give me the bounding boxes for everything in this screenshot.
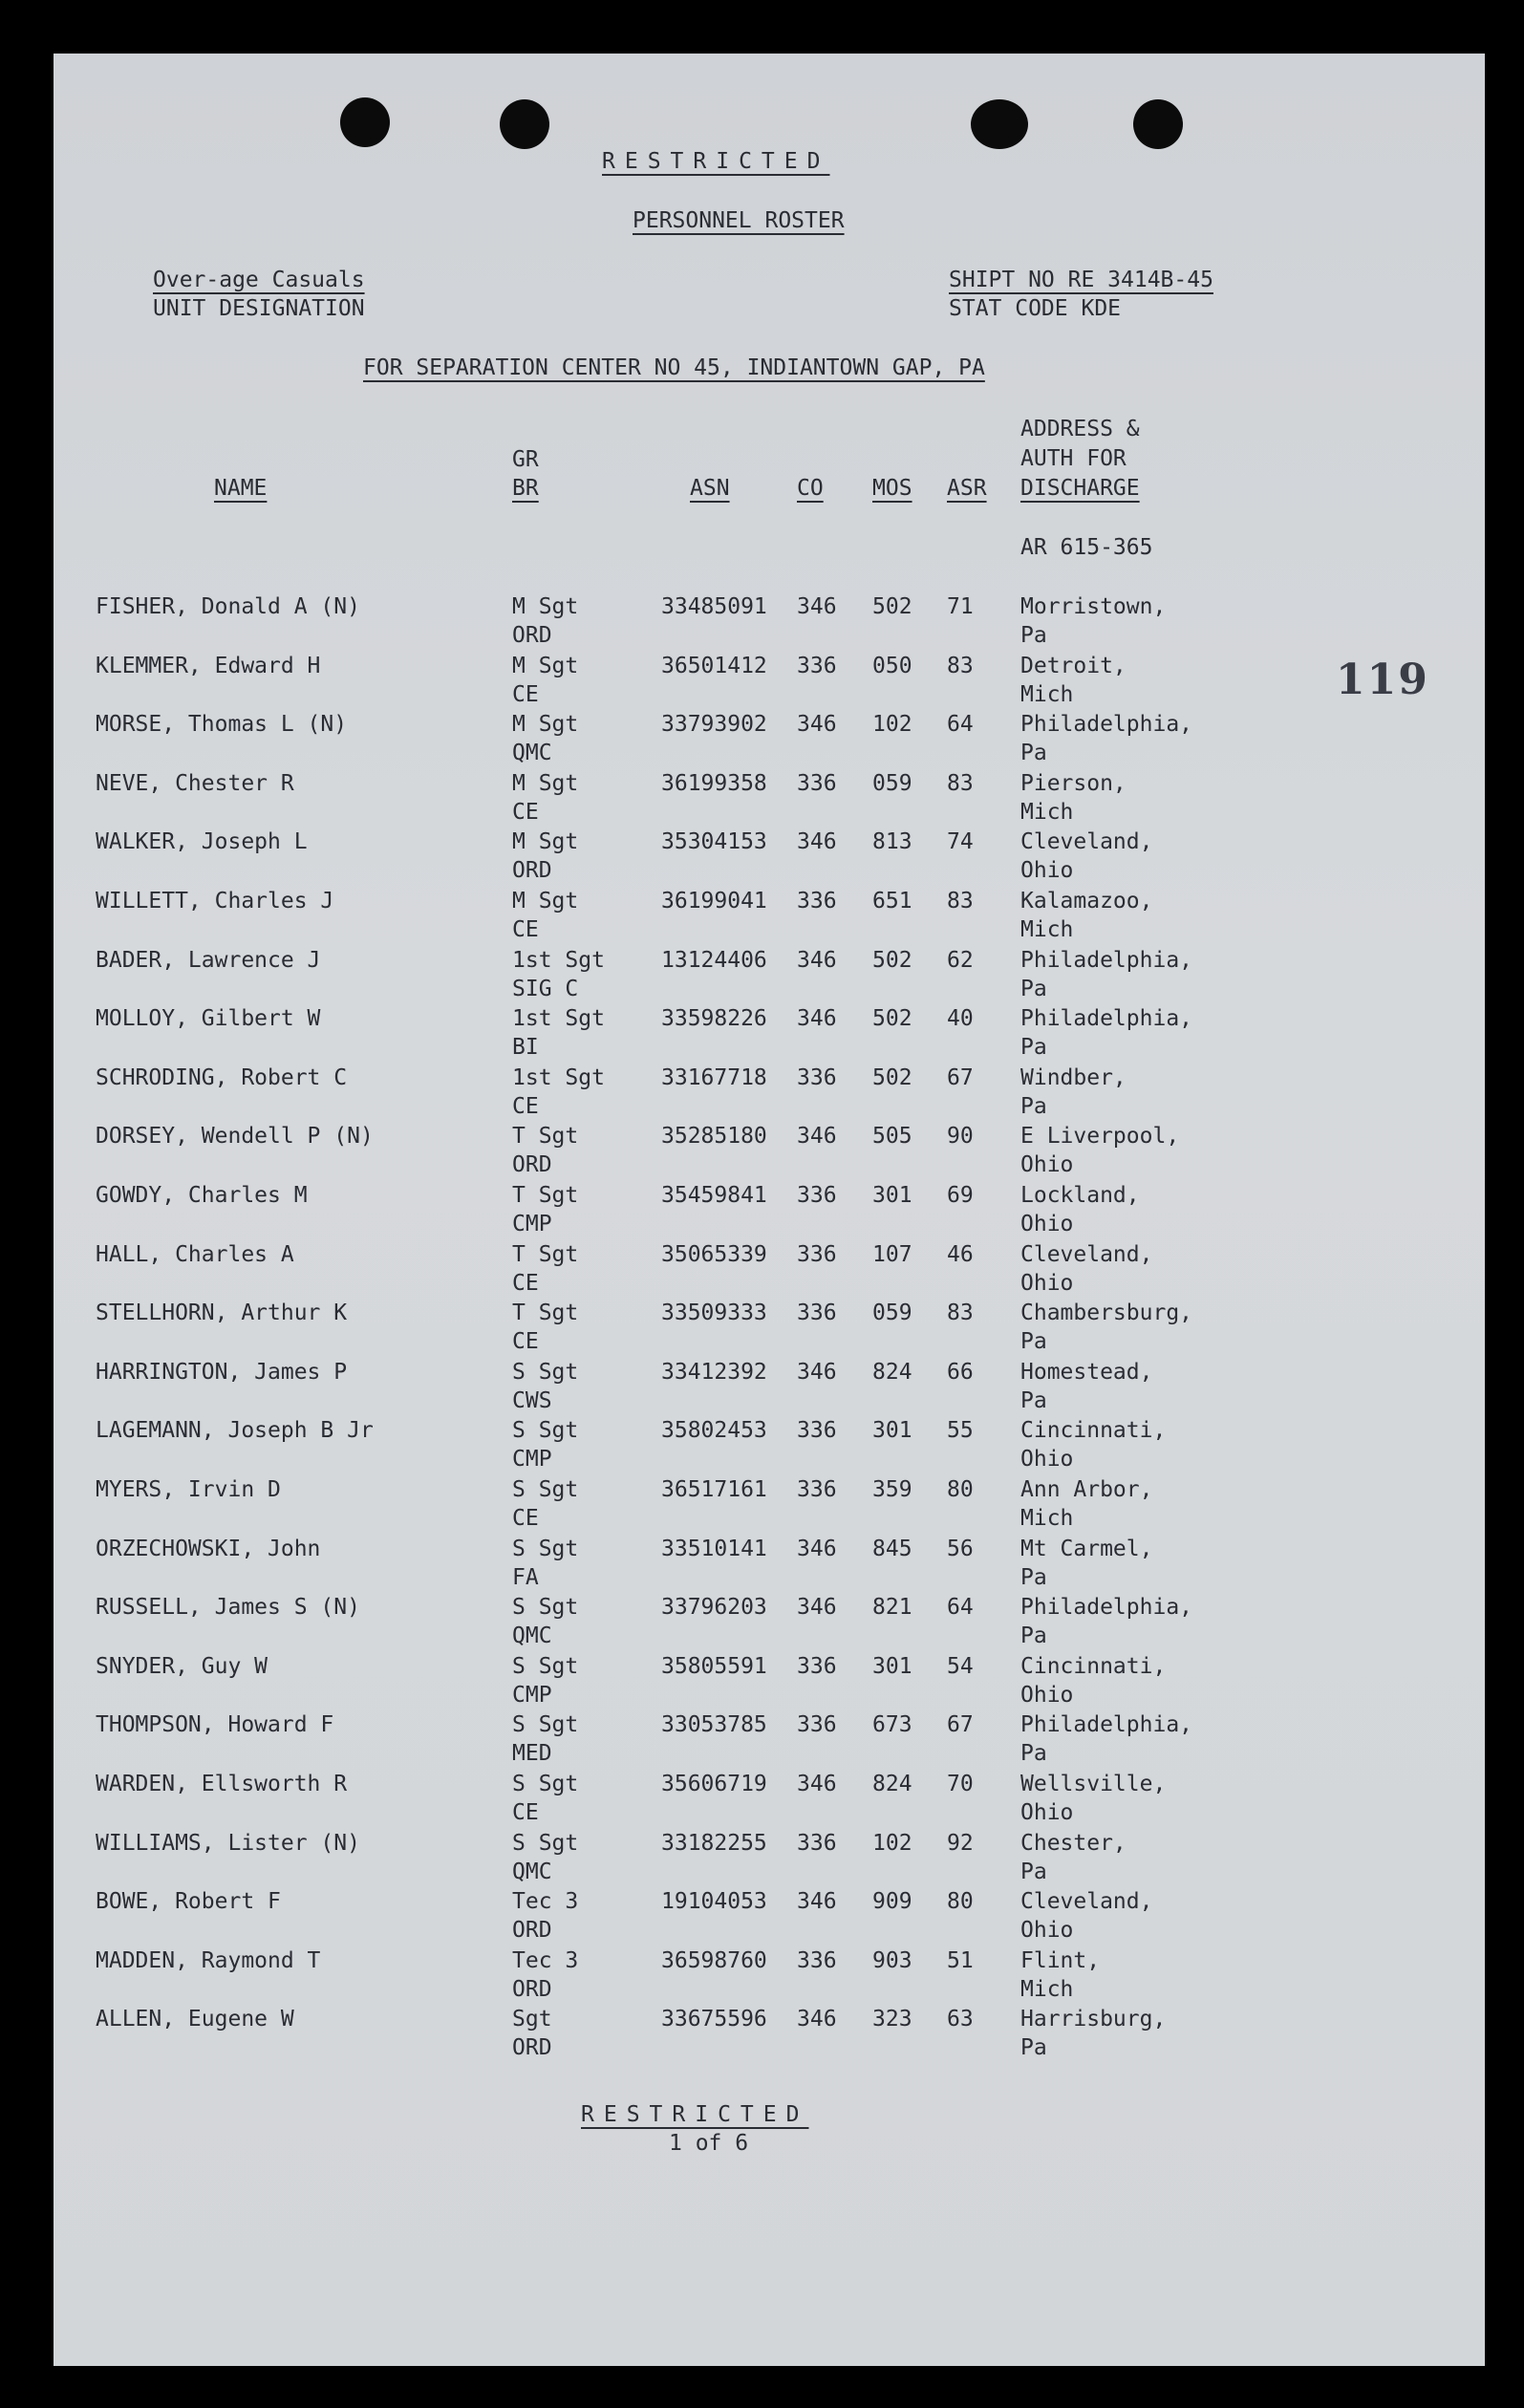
row-asr: 74 xyxy=(947,829,974,855)
row-name: GOWDY, Charles M xyxy=(96,1183,308,1208)
table-row xyxy=(54,1652,1485,1711)
row-city: Cincinnati, xyxy=(1020,1653,1167,1679)
row-grade: S Sgt xyxy=(512,1536,579,1561)
punch-hole xyxy=(340,97,390,147)
row-city: Cleveland, xyxy=(1020,829,1153,855)
row-asn: 35459841 xyxy=(661,1183,767,1208)
row-asn: 35802453 xyxy=(661,1418,767,1444)
row-asr: 55 xyxy=(947,1418,974,1444)
row-asr: 64 xyxy=(947,712,974,738)
row-mos: 301 xyxy=(872,1183,912,1208)
table-row xyxy=(54,1593,1485,1652)
row-grade: M Sgt xyxy=(512,594,579,619)
row-co: 346 xyxy=(797,1889,837,1915)
row-mos: 651 xyxy=(872,889,912,914)
row-state: Pa xyxy=(1020,1623,1047,1649)
row-mos: 359 xyxy=(872,1477,912,1502)
row-co: 336 xyxy=(797,1477,837,1502)
row-co: 336 xyxy=(797,1418,837,1444)
row-asr: 40 xyxy=(947,1006,974,1032)
row-state: Ohio xyxy=(1020,1447,1074,1473)
row-state: Pa xyxy=(1020,976,1047,1001)
row-grade: Sgt xyxy=(512,2007,552,2032)
row-branch: CE xyxy=(512,1506,539,1531)
row-state: Ohio xyxy=(1020,1918,1074,1944)
row-mos: 903 xyxy=(872,1947,912,1973)
row-name: WILLETT, Charles J xyxy=(96,889,334,914)
row-mos: 059 xyxy=(872,770,912,796)
row-branch: ORD xyxy=(512,2035,552,2061)
row-co: 346 xyxy=(797,712,837,738)
row-asr: 62 xyxy=(947,947,974,973)
row-co: 346 xyxy=(797,1124,837,1150)
row-asn: 36199041 xyxy=(661,889,767,914)
row-city: Homestead, xyxy=(1020,1359,1153,1385)
row-co: 336 xyxy=(797,770,837,796)
row-asn: 33796203 xyxy=(661,1595,767,1621)
row-asr: 51 xyxy=(947,1947,974,1973)
row-mos: 502 xyxy=(872,947,912,973)
row-state: Pa xyxy=(1020,1564,1047,1590)
row-city: Windber, xyxy=(1020,1064,1127,1090)
col-name: NAME xyxy=(214,476,268,501)
row-grade: 1st Sgt xyxy=(512,1064,605,1090)
row-branch: CE xyxy=(512,1093,539,1119)
row-asn: 33509333 xyxy=(661,1301,767,1326)
row-name: MYERS, Irvin D xyxy=(96,1477,281,1502)
unit-name: Over-age Casuals xyxy=(153,268,365,292)
row-grade: M Sgt xyxy=(512,653,579,678)
row-grade: T Sgt xyxy=(512,1301,579,1326)
row-co: 336 xyxy=(797,1064,837,1090)
row-city: Detroit, xyxy=(1020,653,1127,678)
row-branch: CE xyxy=(512,799,539,825)
col-asn: ASN xyxy=(690,476,730,501)
row-co: 346 xyxy=(797,1595,837,1621)
row-mos: 909 xyxy=(872,1889,912,1915)
row-co: 346 xyxy=(797,594,837,619)
row-mos: 813 xyxy=(872,829,912,855)
row-city: Wellsville, xyxy=(1020,1772,1167,1796)
row-branch: CMP xyxy=(512,1682,552,1708)
row-asn: 36501412 xyxy=(661,653,767,678)
row-mos: 102 xyxy=(872,1830,912,1856)
row-branch: CE xyxy=(512,1329,539,1355)
row-mos: 502 xyxy=(872,1064,912,1090)
row-name: SNYDER, Guy W xyxy=(96,1653,268,1679)
row-city: E Liverpool, xyxy=(1020,1124,1180,1150)
authority: AR 615-365 xyxy=(1020,535,1153,560)
row-state: Ohio xyxy=(1020,1800,1074,1825)
table-row xyxy=(54,946,1485,1005)
row-mos: 821 xyxy=(872,1595,912,1621)
row-branch: QMC xyxy=(512,741,552,766)
row-mos: 323 xyxy=(872,2007,912,2032)
row-city: Philadelphia, xyxy=(1020,1595,1193,1621)
col-co: CO xyxy=(797,476,824,501)
row-asn: 35285180 xyxy=(661,1124,767,1150)
row-asr: 70 xyxy=(947,1772,974,1796)
table-row xyxy=(54,769,1485,828)
row-city: Chambersburg, xyxy=(1020,1301,1193,1326)
row-co: 346 xyxy=(797,829,837,855)
row-asn: 36199358 xyxy=(661,770,767,796)
row-name: NEVE, Chester R xyxy=(96,770,294,796)
row-name: SCHRODING, Robert C xyxy=(96,1064,348,1090)
row-branch: CE xyxy=(512,681,539,707)
row-state: Mich xyxy=(1020,1506,1074,1531)
table-row xyxy=(54,1004,1485,1064)
row-grade: S Sgt xyxy=(512,1712,579,1738)
row-mos: 050 xyxy=(872,653,912,678)
row-name: FISHER, Donald A (N) xyxy=(96,594,360,619)
row-asn: 33485091 xyxy=(661,594,767,619)
row-co: 336 xyxy=(797,889,837,914)
table-row xyxy=(54,1064,1485,1123)
row-name: MADDEN, Raymond T xyxy=(96,1947,321,1973)
row-grade: S Sgt xyxy=(512,1772,579,1796)
separation-center: FOR SEPARATION CENTER NO 45, INDIANTOWN GAP, PA xyxy=(363,355,985,380)
row-co: 346 xyxy=(797,1536,837,1561)
row-co: 346 xyxy=(797,1359,837,1385)
table-row xyxy=(54,1299,1485,1358)
row-branch: FA xyxy=(512,1564,539,1590)
row-co: 336 xyxy=(797,1301,837,1326)
row-grade: 1st Sgt xyxy=(512,1006,605,1032)
row-asr: 83 xyxy=(947,889,974,914)
row-co: 346 xyxy=(797,1772,837,1796)
row-asn: 33167718 xyxy=(661,1064,767,1090)
col-address-1: ADDRESS & xyxy=(1020,417,1140,441)
row-mos: 502 xyxy=(872,594,912,619)
row-asr: 80 xyxy=(947,1889,974,1915)
row-grade: M Sgt xyxy=(512,889,579,914)
row-name: STELLHORN, Arthur K xyxy=(96,1301,348,1326)
row-city: Philadelphia, xyxy=(1020,1712,1193,1738)
row-co: 346 xyxy=(797,1006,837,1032)
row-asr: 83 xyxy=(947,770,974,796)
table-row xyxy=(54,592,1485,652)
row-branch: CE xyxy=(512,917,539,942)
row-name: ORZECHOWSKI, John xyxy=(96,1536,321,1561)
row-co: 336 xyxy=(797,1183,837,1208)
table-row xyxy=(54,1770,1485,1829)
row-asn: 35805591 xyxy=(661,1653,767,1679)
row-grade: S Sgt xyxy=(512,1418,579,1444)
table-row xyxy=(54,887,1485,946)
row-asn: 33510141 xyxy=(661,1536,767,1561)
table-row xyxy=(54,1887,1485,1946)
row-name: HALL, Charles A xyxy=(96,1241,294,1267)
row-mos: 059 xyxy=(872,1301,912,1326)
row-state: Mich xyxy=(1020,799,1074,825)
row-city: Philadelphia, xyxy=(1020,947,1193,973)
row-city: Morristown, xyxy=(1020,594,1167,619)
row-mos: 824 xyxy=(872,1359,912,1385)
row-grade: M Sgt xyxy=(512,770,579,796)
row-asr: 56 xyxy=(947,1536,974,1561)
shipment-number: SHIPT NO RE 3414B-45 xyxy=(949,268,1213,292)
row-asn: 33053785 xyxy=(661,1712,767,1738)
row-branch: ORD xyxy=(512,1976,552,2002)
row-name: BADER, Lawrence J xyxy=(96,947,321,973)
row-asr: 46 xyxy=(947,1241,974,1267)
col-branch: BR xyxy=(512,476,539,501)
row-asr: 54 xyxy=(947,1653,974,1679)
row-grade: T Sgt xyxy=(512,1183,579,1208)
row-asn: 35065339 xyxy=(661,1241,767,1267)
row-name: DORSEY, Wendell P (N) xyxy=(96,1124,374,1150)
row-asr: 66 xyxy=(947,1359,974,1385)
col-grade: GR xyxy=(512,447,539,472)
row-mos: 824 xyxy=(872,1772,912,1796)
row-state: Mich xyxy=(1020,917,1074,942)
row-name: BOWE, Robert F xyxy=(96,1889,281,1915)
row-grade: S Sgt xyxy=(512,1653,579,1679)
row-branch: CWS xyxy=(512,1387,552,1413)
row-name: RUSSELL, James S (N) xyxy=(96,1595,360,1621)
row-asr: 64 xyxy=(947,1595,974,1621)
col-address-3: DISCHARGE xyxy=(1020,476,1140,501)
row-state: Pa xyxy=(1020,1741,1047,1767)
row-co: 336 xyxy=(797,1653,837,1679)
table-row xyxy=(54,828,1485,887)
row-city: Cincinnati, xyxy=(1020,1418,1167,1444)
row-branch: ORD xyxy=(512,1152,552,1178)
document-page xyxy=(54,54,1485,2366)
row-grade: M Sgt xyxy=(512,712,579,738)
row-city: Cleveland, xyxy=(1020,1889,1153,1915)
punch-hole xyxy=(500,99,549,149)
row-name: THOMPSON, Howard F xyxy=(96,1712,334,1738)
table-row xyxy=(54,1181,1485,1240)
row-asn: 33412392 xyxy=(661,1359,767,1385)
row-asr: 80 xyxy=(947,1477,974,1502)
row-name: HARRINGTON, James P xyxy=(96,1359,348,1385)
unit-designation-label: UNIT DESIGNATION xyxy=(153,296,365,321)
row-city: Philadelphia, xyxy=(1020,1006,1193,1032)
row-name: WALKER, Joseph L xyxy=(96,829,308,855)
table-row xyxy=(54,1358,1485,1417)
row-grade: Tec 3 xyxy=(512,1947,579,1973)
row-mos: 301 xyxy=(872,1653,912,1679)
restricted-header: RESTRICTED xyxy=(602,149,830,174)
punch-hole xyxy=(1133,99,1183,149)
row-mos: 673 xyxy=(872,1712,912,1738)
row-mos: 845 xyxy=(872,1536,912,1561)
row-city: Philadelphia, xyxy=(1020,712,1193,738)
row-branch: CMP xyxy=(512,1447,552,1473)
row-branch: CMP xyxy=(512,1212,552,1236)
table-row xyxy=(54,1475,1485,1535)
row-mos: 505 xyxy=(872,1124,912,1150)
row-state: Ohio xyxy=(1020,858,1074,884)
row-state: Pa xyxy=(1020,623,1047,648)
table-row xyxy=(54,1710,1485,1770)
row-state: Pa xyxy=(1020,741,1047,766)
row-grade: T Sgt xyxy=(512,1241,579,1267)
row-state: Pa xyxy=(1020,2035,1047,2061)
table-row xyxy=(54,1535,1485,1594)
col-asr: ASR xyxy=(947,476,987,501)
row-asn: 35606719 xyxy=(661,1772,767,1796)
row-state: Mich xyxy=(1020,681,1074,707)
row-asn: 35304153 xyxy=(661,829,767,855)
row-grade: S Sgt xyxy=(512,1830,579,1856)
row-state: Pa xyxy=(1020,1035,1047,1061)
row-city: Harrisburg, xyxy=(1020,2007,1167,2032)
row-asr: 90 xyxy=(947,1124,974,1150)
row-asr: 69 xyxy=(947,1183,974,1208)
row-grade: 1st Sgt xyxy=(512,947,605,973)
row-asn: 33598226 xyxy=(661,1006,767,1032)
row-asr: 83 xyxy=(947,653,974,678)
row-branch: CE xyxy=(512,1270,539,1296)
table-row xyxy=(54,1829,1485,1888)
row-name: WILLIAMS, Lister (N) xyxy=(96,1830,360,1856)
row-branch: BI xyxy=(512,1035,539,1061)
row-asr: 67 xyxy=(947,1712,974,1738)
row-state: Pa xyxy=(1020,1387,1047,1413)
row-asn: 13124406 xyxy=(661,947,767,973)
restricted-footer: RESTRICTED xyxy=(581,2102,809,2127)
row-state: Mich xyxy=(1020,1976,1074,2002)
row-branch: QMC xyxy=(512,1623,552,1649)
row-co: 336 xyxy=(797,653,837,678)
roster-title: PERSONNEL ROSTER xyxy=(633,208,845,233)
row-city: Ann Arbor, xyxy=(1020,1477,1153,1502)
row-name: MOLLOY, Gilbert W xyxy=(96,1006,321,1032)
row-co: 346 xyxy=(797,2007,837,2032)
row-grade: Tec 3 xyxy=(512,1889,579,1915)
table-row xyxy=(54,710,1485,769)
row-state: Pa xyxy=(1020,1093,1047,1119)
row-asr: 83 xyxy=(947,1301,974,1326)
row-state: Ohio xyxy=(1020,1682,1074,1708)
row-city: Flint, xyxy=(1020,1947,1101,1973)
page-number-stamp: 119 xyxy=(1336,656,1429,704)
row-grade: T Sgt xyxy=(512,1124,579,1150)
row-branch: MED xyxy=(512,1741,552,1767)
row-branch: CE xyxy=(512,1800,539,1825)
row-name: WARDEN, Ellsworth R xyxy=(96,1772,348,1796)
row-branch: QMC xyxy=(512,1859,552,1884)
row-asn: 19104053 xyxy=(661,1889,767,1915)
row-co: 336 xyxy=(797,1241,837,1267)
col-address-2: AUTH FOR xyxy=(1020,446,1127,471)
row-state: Ohio xyxy=(1020,1152,1074,1178)
row-mos: 102 xyxy=(872,712,912,738)
row-name: ALLEN, Eugene W xyxy=(96,2007,294,2032)
table-row xyxy=(54,1416,1485,1475)
row-co: 336 xyxy=(797,1712,837,1738)
row-grade: S Sgt xyxy=(512,1359,579,1385)
row-state: Pa xyxy=(1020,1329,1047,1355)
row-branch: ORD xyxy=(512,1918,552,1944)
table-row xyxy=(54,1122,1485,1181)
row-city: Kalamazoo, xyxy=(1020,889,1153,914)
row-co: 336 xyxy=(797,1830,837,1856)
table-row xyxy=(54,1240,1485,1300)
row-city: Mt Carmel, xyxy=(1020,1536,1153,1561)
col-mos: MOS xyxy=(872,476,912,501)
row-branch: SIG C xyxy=(512,976,579,1001)
row-co: 346 xyxy=(797,947,837,973)
row-asn: 33182255 xyxy=(661,1830,767,1856)
row-name: MORSE, Thomas L (N) xyxy=(96,712,348,738)
row-city: Chester, xyxy=(1020,1830,1127,1856)
row-city: Pierson, xyxy=(1020,770,1127,796)
row-asn: 36517161 xyxy=(661,1477,767,1502)
table-row xyxy=(54,1946,1485,2006)
row-name: LAGEMANN, Joseph B Jr xyxy=(96,1418,374,1444)
table-row xyxy=(54,652,1485,711)
row-city: Lockland, xyxy=(1020,1183,1140,1208)
row-state: Pa xyxy=(1020,1859,1047,1884)
row-name: KLEMMER, Edward H xyxy=(96,653,321,678)
station-code: STAT CODE KDE xyxy=(949,296,1122,321)
row-branch: ORD xyxy=(512,858,552,884)
row-mos: 301 xyxy=(872,1418,912,1444)
row-asn: 36598760 xyxy=(661,1947,767,1973)
row-asr: 67 xyxy=(947,1064,974,1090)
row-city: Cleveland, xyxy=(1020,1241,1153,1267)
page-count: 1 of 6 xyxy=(669,2131,749,2156)
row-mos: 502 xyxy=(872,1006,912,1032)
row-asn: 33793902 xyxy=(661,712,767,738)
row-grade: M Sgt xyxy=(512,829,579,855)
row-asr: 71 xyxy=(947,594,974,619)
table-row xyxy=(54,2005,1485,2064)
row-mos: 107 xyxy=(872,1241,912,1267)
row-co: 336 xyxy=(797,1947,837,1973)
row-asn: 33675596 xyxy=(661,2007,767,2032)
row-branch: ORD xyxy=(512,623,552,648)
row-state: Ohio xyxy=(1020,1270,1074,1296)
punch-hole xyxy=(971,99,1028,149)
row-state: Ohio xyxy=(1020,1212,1074,1236)
row-asr: 63 xyxy=(947,2007,974,2032)
row-grade: S Sgt xyxy=(512,1595,579,1621)
row-grade: S Sgt xyxy=(512,1477,579,1502)
row-asr: 92 xyxy=(947,1830,974,1856)
